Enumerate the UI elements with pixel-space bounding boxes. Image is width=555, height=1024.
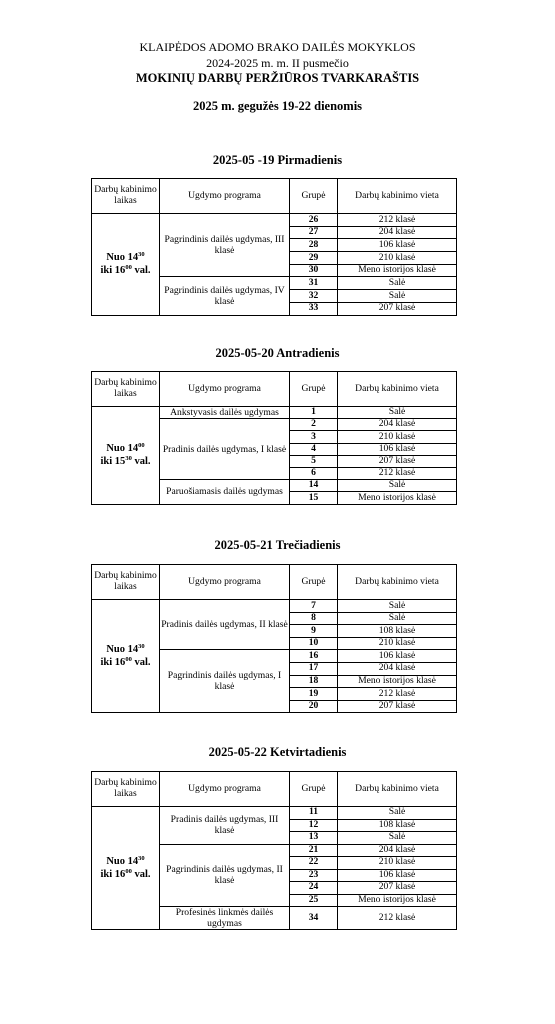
- group-cell: 4: [290, 443, 338, 455]
- place-cell: Meno istorijos klasė: [338, 264, 457, 277]
- schedule-table: [91, 178, 457, 316]
- time-from-minutes: 00: [138, 442, 145, 450]
- place-cell: 207 klasė: [338, 302, 457, 315]
- group-cell: 5: [290, 455, 338, 467]
- program-cell: Pradinis dailės ugdymas, II klasė: [160, 600, 290, 650]
- day-title: 2025-05-22 Ketvirtadienis: [208, 745, 347, 759]
- header-time: Darbų kabinimo laikas: [92, 179, 160, 214]
- time-suffix: val.: [131, 657, 151, 669]
- time-to-minutes: 00: [125, 656, 132, 664]
- group-cell: 32: [290, 290, 338, 303]
- place-cell: 207 klasė: [338, 700, 457, 713]
- header-time: Darbų kabinimo laikas: [92, 372, 160, 407]
- group-cell: 31: [290, 277, 338, 290]
- school-name: KLAIPĖDOS ADOMO BRAKO DAILĖS MOKYKLOS: [139, 40, 416, 54]
- time-from-minutes: 30: [138, 855, 145, 862]
- group-cell: 12: [290, 819, 338, 832]
- group-cell: 25: [290, 894, 338, 907]
- place-cell: 212 klasė: [338, 907, 457, 930]
- group-cell: 11: [290, 807, 338, 820]
- group-cell: 14: [290, 480, 338, 492]
- schedule-table: [91, 771, 457, 930]
- group-cell: 24: [290, 882, 338, 895]
- day-title: 2025-05-20 Antradienis: [215, 346, 340, 360]
- header-program: Ugdymo programa: [160, 772, 290, 807]
- place-cell: 210 klasė: [338, 637, 457, 650]
- place-cell: Salė: [338, 600, 457, 613]
- place-cell: Meno istorijos klasė: [338, 675, 457, 688]
- time-to: iki 16: [100, 657, 126, 669]
- table-header-row: [92, 772, 457, 807]
- header-time: Darbų kabinimo laikas: [92, 772, 160, 807]
- header-place: Darbų kabinimo vieta: [338, 772, 457, 807]
- day-title: 2025-05-21 Trečiadienis: [214, 538, 341, 552]
- place-cell: 210 klasė: [338, 252, 457, 265]
- time-from: Nuo 14: [106, 252, 139, 264]
- table-row: [92, 407, 457, 419]
- header-place: Darbų kabinimo vieta: [338, 372, 457, 407]
- header-group: Grupė: [290, 565, 338, 600]
- time-from: Nuo 14: [106, 856, 139, 867]
- header-program: Ugdymo programa: [160, 565, 290, 600]
- time-to: iki 16: [100, 265, 126, 277]
- time-from-minutes: 30: [138, 643, 145, 651]
- group-cell: 7: [290, 600, 338, 613]
- table-row: [92, 807, 457, 820]
- table-row: [92, 600, 457, 613]
- time-from-minutes: 30: [138, 251, 145, 259]
- place-cell: 106 klasė: [338, 443, 457, 455]
- header-place: Darbų kabinimo vieta: [338, 179, 457, 214]
- group-cell: 22: [290, 857, 338, 870]
- group-cell: 29: [290, 252, 338, 265]
- group-cell: 18: [290, 675, 338, 688]
- group-cell: 28: [290, 239, 338, 252]
- place-cell: 204 klasė: [338, 662, 457, 675]
- place-cell: Salė: [338, 407, 457, 419]
- time-suffix: val.: [131, 869, 151, 880]
- group-cell: 8: [290, 612, 338, 625]
- group-cell: 16: [290, 650, 338, 663]
- header-group: Grupė: [290, 772, 338, 807]
- time-to: iki 15: [100, 456, 126, 468]
- place-cell: 207 klasė: [338, 882, 457, 895]
- group-cell: 2: [290, 419, 338, 431]
- group-cell: 3: [290, 431, 338, 443]
- time-to: iki 16: [100, 869, 126, 880]
- time-suffix: val.: [131, 265, 151, 277]
- group-cell: 21: [290, 844, 338, 857]
- header-program: Ugdymo programa: [160, 372, 290, 407]
- time-cell: [92, 807, 160, 930]
- program-cell: Pagrindinis dailės ugdymas, II klasė: [160, 844, 290, 907]
- day-title: 2025-05 -19 Pirmadienis: [212, 153, 343, 167]
- group-cell: 27: [290, 226, 338, 239]
- header-group: Grupė: [290, 179, 338, 214]
- table-header-row: [92, 565, 457, 600]
- place-cell: 210 klasė: [338, 431, 457, 443]
- program-cell: Pagrindinis dailės ugdymas, I klasė: [160, 650, 290, 713]
- group-cell: 34: [290, 907, 338, 930]
- place-cell: Meno istorijos klasė: [338, 894, 457, 907]
- place-cell: 204 klasė: [338, 226, 457, 239]
- place-cell: Salė: [338, 480, 457, 492]
- time-from: Nuo 14: [106, 644, 139, 656]
- place-cell: 204 klasė: [338, 419, 457, 431]
- group-cell: 33: [290, 302, 338, 315]
- group-cell: 17: [290, 662, 338, 675]
- program-cell: Pagrindinis dailės ugdymas, IV klasė: [160, 277, 290, 315]
- place-cell: Salė: [338, 832, 457, 845]
- schedule-table: [91, 564, 457, 713]
- header-program: Ugdymo programa: [160, 179, 290, 214]
- place-cell: Salė: [338, 277, 457, 290]
- place-cell: 106 klasė: [338, 869, 457, 882]
- place-cell: 204 klasė: [338, 844, 457, 857]
- program-cell: Ankstyvasis dailės ugdymas: [160, 407, 290, 419]
- school-period: 2024-2025 m. m. II pusmečio: [206, 56, 349, 70]
- place-cell: 106 klasė: [338, 239, 457, 252]
- group-cell: 20: [290, 700, 338, 713]
- time-suffix: val.: [131, 456, 151, 468]
- group-cell: 10: [290, 637, 338, 650]
- document-title: MOKINIŲ DARBŲ PERŽIŪROS TVARKARAŠTIS: [135, 71, 420, 85]
- program-cell: Paruošiamasis dailės ugdymas: [160, 480, 290, 504]
- place-cell: 207 klasė: [338, 455, 457, 467]
- group-cell: 19: [290, 688, 338, 701]
- group-cell: 6: [290, 467, 338, 479]
- header-time: Darbų kabinimo laikas: [92, 565, 160, 600]
- group-cell: 15: [290, 492, 338, 504]
- time-to-minutes: 00: [125, 264, 132, 272]
- group-cell: 30: [290, 264, 338, 277]
- time-to-minutes: 00: [125, 868, 132, 875]
- review-dates: 2025 m. gegužės 19-22 dienomis: [192, 99, 363, 113]
- place-cell: 106 klasė: [338, 650, 457, 663]
- time-from: Nuo 14: [106, 443, 139, 455]
- table-row: [92, 214, 457, 227]
- time-to-minutes: 30: [125, 455, 132, 463]
- schedule-table: [91, 371, 457, 505]
- place-cell: 108 klasė: [338, 625, 457, 638]
- program-cell: Pradinis dailės ugdymas, III klasė: [160, 807, 290, 845]
- place-cell: 108 klasė: [338, 819, 457, 832]
- place-cell: 210 klasė: [338, 857, 457, 870]
- place-cell: 212 klasė: [338, 467, 457, 479]
- time-cell: [92, 407, 160, 505]
- place-cell: 212 klasė: [338, 214, 457, 227]
- group-cell: 1: [290, 407, 338, 419]
- place-cell: Salė: [338, 612, 457, 625]
- place-cell: Meno istorijos klasė: [338, 492, 457, 504]
- place-cell: 212 klasė: [338, 688, 457, 701]
- header-place: Darbų kabinimo vieta: [338, 565, 457, 600]
- program-cell: Pagrindinis dailės ugdymas, III klasė: [160, 214, 290, 277]
- time-cell: [92, 600, 160, 713]
- place-cell: Salė: [338, 290, 457, 303]
- table-header-row: [92, 179, 457, 214]
- header-group: Grupė: [290, 372, 338, 407]
- group-cell: 23: [290, 869, 338, 882]
- time-cell: [92, 214, 160, 316]
- group-cell: 13: [290, 832, 338, 845]
- group-cell: 26: [290, 214, 338, 227]
- group-cell: 9: [290, 625, 338, 638]
- table-header-row: [92, 372, 457, 407]
- program-cell: Pradinis dailės ugdymas, I klasė: [160, 419, 290, 480]
- place-cell: Salė: [338, 807, 457, 820]
- program-cell: Profesinės linkmės dailės ugdymas: [160, 907, 290, 930]
